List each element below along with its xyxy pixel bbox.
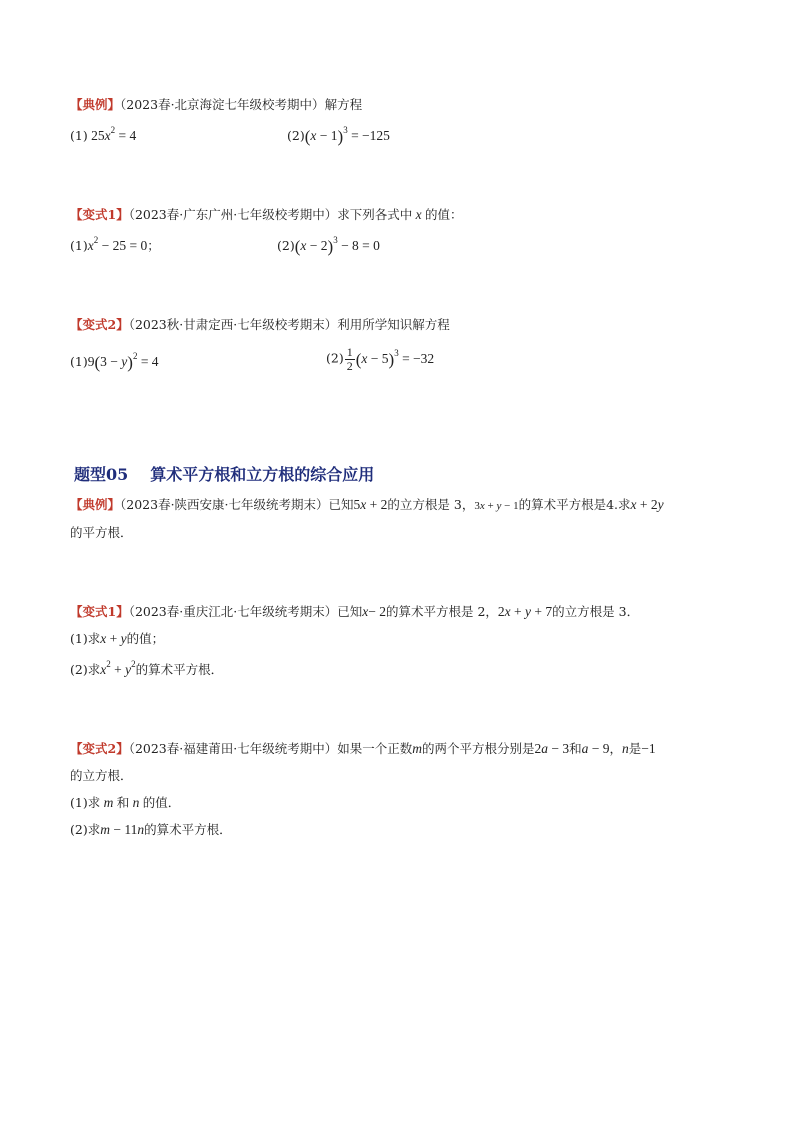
variant-c-source: （2023秋·甘肃定西·七年级校考期末） (128, 317, 338, 332)
question-2-sub2: (2)求$x^2 + y^2$的算术平方根． (70, 659, 224, 677)
question-2-tag: 【变式1】 (70, 604, 129, 619)
equation: $\frac{1}{2}$ $(x - 5)^3 = -32$ (346, 345, 435, 373)
question-1-line2: 的平方根． (70, 525, 133, 540)
example-a-part1: (1) $25x^2 = 4$ (70, 125, 137, 143)
variant-c-part2: (2) $\frac{1}{2}$ $(x - 5)^3 = -32$ (326, 345, 435, 373)
variant-b-source: （2023春·广东广州·七年级校考期中） (128, 207, 338, 222)
example-a-part2: $(2)(x - 1)^3 = -125$ (287, 125, 390, 146)
example-a-tag: 【典例】 (70, 97, 121, 112)
equation: $(x - 2)^3 - 8 = 0$ (294, 235, 380, 256)
variant-c-prompt: 【变式2】（2023秋·甘肃定西·七年级校考期末）利用所学知识解方程 (70, 317, 450, 332)
example-a-source: （2023春·北京海淀七年级校考期中） (120, 97, 325, 112)
equation: $9(3 - y)^2 = 4$ (87, 351, 159, 372)
variant-b-tag: 【变式1】 (70, 207, 129, 222)
question-3-sub1: (1)求 m 和 n 的值． (70, 795, 181, 810)
question-3-sub2: (2)求m − 11n的算术平方根． (70, 822, 232, 837)
variant-b-part2: $(2)(x - 2)^3 - 8 = 0$ (277, 235, 380, 256)
question-3-line2: 的立方根． (70, 768, 133, 783)
question-3-line1: 【变式2】（2023春·福建莆田·七年级统考期中）如果一个正数m的两个平方根分别是2a − 3和a − 9，n是−1 (70, 741, 656, 756)
question-1-line1: 【典例】（2023春·陕西安康·七年级统考期末）已知5x + 2的立方根是 3，3x + y − 1的算术平方根是4.求x + 2y (70, 497, 664, 512)
example-a-text: 解方程 (324, 97, 363, 112)
equation: $(x - 1)^3 = -125$ (304, 125, 390, 146)
section-number: 题型05 (74, 465, 129, 484)
example-a-prompt (70, 96, 362, 114)
question-3-tag: 【变式2】 (70, 741, 129, 756)
question-2-sub1: (1)求x + y的值； (70, 631, 165, 646)
variant-c-part1: $(1)9(3 - y)^2 = 4$ (70, 351, 159, 372)
equation: $25x^2 = 4$ (87, 125, 137, 143)
question-1-tag: 【典例】 (70, 497, 121, 512)
question-2-line1: 【变式1】（2023春·重庆江北·七年级统考期末）已知x− 2的算术平方根是 2，2x + y + 7的立方根是 3． (70, 604, 640, 619)
variant-b-part1: $(1)x^2 - 25 = 0$； (70, 235, 160, 253)
section-heading (74, 462, 374, 485)
variant-b-prompt: 【变式1】（2023春·广东广州·七年级校考期中）求下列各式中 x 的值： (70, 207, 463, 222)
variant-c-tag: 【变式2】 (70, 317, 129, 332)
section-title: 算术平方根和立方根的综合应用 (150, 465, 375, 484)
equation: $x^2 - 25 = 0$ (87, 235, 148, 253)
